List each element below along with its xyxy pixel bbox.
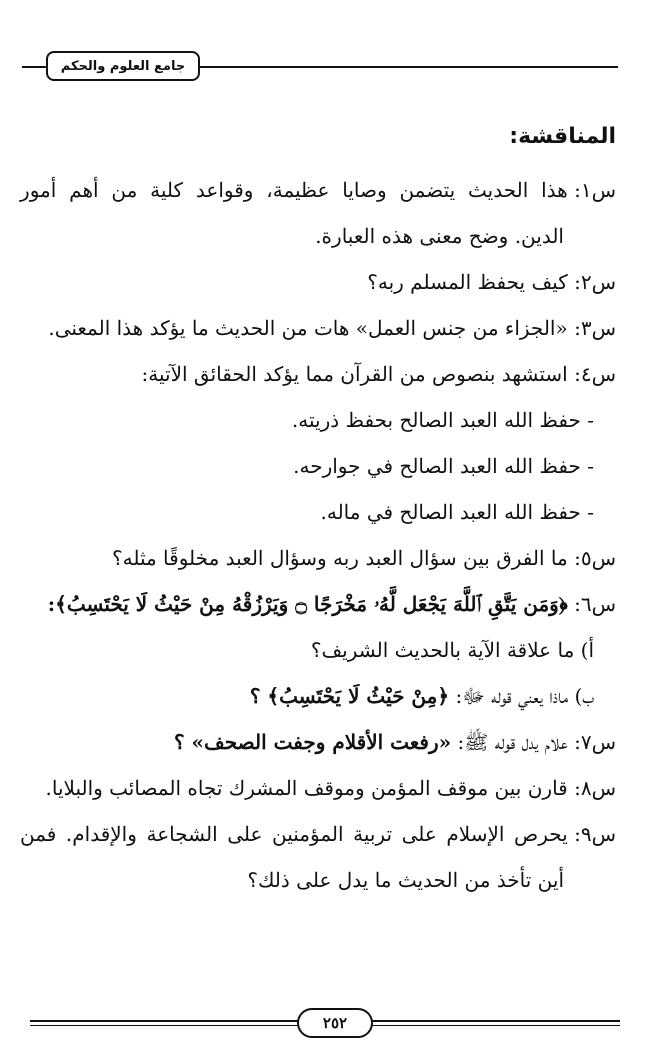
question-3	[20, 305, 616, 351]
word: على	[401, 822, 437, 846]
question-5-label: س٥:	[574, 546, 616, 570]
question-6-label: س٦:	[574, 592, 616, 616]
question-3-text: «الجزاء من جنس العمل» هات من الحديث ما يؤكد هذا المعنى.	[48, 316, 568, 340]
question-8	[20, 765, 616, 811]
word: وقواعد	[195, 178, 254, 202]
word: أهم	[69, 178, 99, 202]
question-7-label: س٧:	[574, 730, 616, 754]
question-5-text: ما الفرق بين سؤال العبد ربه وسؤال العبد مخلوقًا مثله؟	[111, 546, 568, 570]
word: وصايا	[342, 178, 387, 202]
question-7-quote: «رفعت الأقلام وجفت الصحف» ؟	[173, 730, 452, 754]
question-1-label-word: س١: هذا	[541, 178, 616, 202]
word: الشجاعة	[146, 822, 218, 846]
question-9-label-word: س٩: يحرص	[514, 822, 616, 846]
question-9-line-2: أين تأخذ من الحديث ما يدل على ذلك؟	[247, 868, 564, 892]
word: الحديث	[468, 178, 529, 202]
question-5	[20, 535, 616, 581]
question-6	[20, 581, 616, 627]
footer-rule-right-thin	[372, 1025, 620, 1026]
question-9-line-1	[20, 811, 616, 857]
question-8-text: قارن بين موقف المؤمن وموقف المشرك تجاه المصائب والبلايا.	[45, 776, 568, 800]
question-4	[20, 351, 616, 397]
footer-rule-left-thin	[30, 1025, 298, 1026]
footer-rule-right	[372, 1020, 620, 1022]
word: يتضمن	[399, 178, 456, 202]
question-7-prefix: علام يدل قوله ﷺ:	[457, 730, 568, 754]
header-rule-right	[198, 66, 618, 68]
word: الإسلام	[446, 822, 505, 846]
question-8-label: س٨:	[574, 776, 616, 800]
question-2-label: س٢:	[574, 270, 616, 294]
running-header: جامع العلوم والحكم	[46, 51, 200, 81]
question-1-line-1	[20, 167, 616, 213]
question-6-sub-a: أ) ما علاقة الآية بالحديث الشريف؟	[310, 638, 594, 662]
word: عظيمة،	[266, 178, 330, 202]
footer-rule-left	[30, 1020, 298, 1022]
page-content	[20, 115, 616, 903]
question-6-sub-b-verse: ﴿مِنْ حَيْثُ لَا يَحْتَسِبُ﴾ ؟	[249, 684, 450, 708]
question-7	[20, 719, 616, 765]
question-6-verse: ﴿وَمَن يَتَّقِ ٱللَّهَ يَجْعَل لَّهُۥ مَخْرَجًا ۝ وَيَرْزُقْهُ مِنْ حَيْثُ لَا يَحْتَسِبُ﴾:	[47, 592, 568, 616]
question-1-line-2: الدين. وضح معنى هذه العبارة.	[315, 224, 564, 248]
question-4-bullet-2: - حفظ الله العبد الصالح في جوارحه.	[293, 454, 594, 478]
question-3-label: س٣:	[574, 316, 616, 340]
question-4-label: س٤:	[574, 362, 616, 386]
question-4-bullet-1: - حفظ الله العبد الصالح بحفظ ذريته.	[291, 408, 594, 432]
word: كلية	[150, 178, 184, 202]
question-6-sub-b-prefix: ب) ماذا يعني قوله ﷻ:	[455, 684, 594, 708]
section-title: المناقشة:	[509, 124, 616, 149]
word: على	[227, 822, 263, 846]
word: المؤمنين	[271, 822, 344, 846]
question-4-bullet-3: - حفظ الله العبد الصالح في ماله.	[320, 500, 594, 524]
word: أمور	[20, 178, 57, 202]
word: من	[111, 178, 138, 202]
question-4-text: استشهد بنصوص من القرآن مما يؤكد الحقائق الآتية:	[141, 362, 568, 386]
word: فمن	[20, 822, 57, 846]
question-6-sub-b	[20, 673, 616, 719]
question-2	[20, 259, 616, 305]
header-rule-left	[22, 66, 48, 68]
page-number: ٢٥٢	[297, 1008, 373, 1038]
question-2-text: كيف يحفظ المسلم ربه؟	[367, 270, 568, 294]
word: والإقدام.	[65, 822, 137, 846]
word: تربية	[353, 822, 393, 846]
